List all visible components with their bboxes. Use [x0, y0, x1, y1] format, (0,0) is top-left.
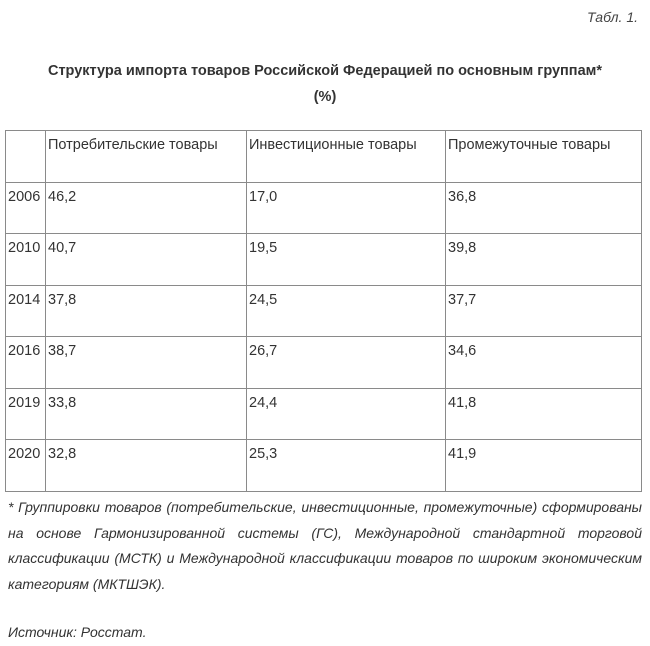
footnote: * Группировки товаров (потребительские, инвестиционные, промежуточные) сформированы на основе Гармонизированной системы (ГС), Международной стандартной торговой классификации (МСТК) и Международной классификации товаров по широким экономическим категориям (МКТШЭК).: [8, 499, 642, 592]
consumer-value-cell: 46,2: [46, 182, 247, 234]
source-note: Источник: Росстат.: [8, 624, 147, 640]
header-cell-intermediate: Промежуточные товары: [446, 131, 642, 183]
table-row: [6, 285, 642, 337]
investment-value-cell: 24,4: [247, 388, 446, 440]
intermediate-value-cell: 36,8: [446, 182, 642, 234]
investment-value-cell: 17,0: [247, 182, 446, 234]
year-cell: 2014: [6, 285, 46, 337]
year-cell: 2019: [6, 388, 46, 440]
consumer-value-cell: 40,7: [46, 234, 247, 286]
table-row: [6, 440, 642, 492]
table-row: [6, 234, 642, 286]
intermediate-value-cell: 39,8: [446, 234, 642, 286]
year-cell: 2006: [6, 182, 46, 234]
table-number-label: Табл. 1.: [587, 9, 638, 25]
table-row: [6, 337, 642, 389]
year-cell: 2016: [6, 337, 46, 389]
investment-value-cell: 19,5: [247, 234, 446, 286]
table-title-unit: (%): [313, 89, 337, 105]
consumer-value-cell: 33,8: [46, 388, 247, 440]
consumer-value-cell: 38,7: [46, 337, 247, 389]
header-cell-consumer: Потребительские товары: [46, 131, 247, 183]
header-cell-empty: [6, 131, 46, 183]
intermediate-value-cell: 41,8: [446, 388, 642, 440]
investment-value-cell: 24,5: [247, 285, 446, 337]
intermediate-value-cell: 34,6: [446, 337, 642, 389]
investment-value-cell: 25,3: [247, 440, 446, 492]
intermediate-value-cell: 41,9: [446, 440, 642, 492]
table-row: [6, 182, 642, 234]
consumer-value-cell: 37,8: [46, 285, 247, 337]
year-cell: 2020: [6, 440, 46, 492]
table-header-row: [6, 131, 642, 183]
table-title: [0, 58, 650, 110]
consumer-value-cell: 32,8: [46, 440, 247, 492]
header-cell-investment: Инвестиционные товары: [247, 131, 446, 183]
year-cell: 2010: [6, 234, 46, 286]
table-row: [6, 388, 642, 440]
table-title-line1: Структура импорта товаров Российской Федерацией по основным группам*: [47, 63, 603, 79]
investment-value-cell: 26,7: [247, 337, 446, 389]
import-structure-table: [5, 130, 642, 492]
intermediate-value-cell: 37,7: [446, 285, 642, 337]
